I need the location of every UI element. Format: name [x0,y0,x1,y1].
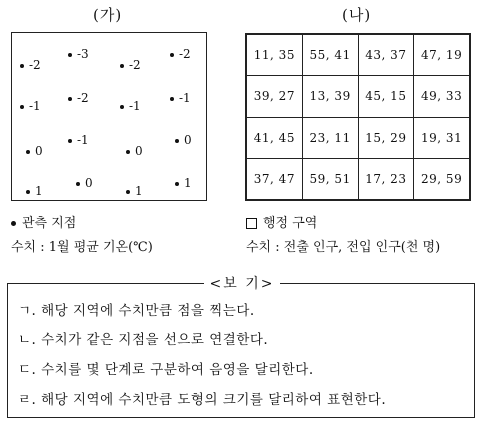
table-cell: 17, 23 [358,158,414,199]
station-point: -1 [170,91,191,105]
station-dot-icon [68,97,72,101]
table-cell: 59, 51 [302,158,358,199]
station-dot-icon [68,53,72,57]
station-point: 0 [26,144,43,158]
caption-b: 수치 : 전출 인구, 전입 인구(천 명) [246,240,441,255]
station-dot-icon [175,182,179,186]
table-cell: 49, 33 [414,76,470,117]
district-grid [245,33,471,201]
table-cell: 11, 35 [247,35,303,76]
station-dot-icon [20,64,24,68]
table-cell: 47, 19 [414,35,470,76]
station-point: 0 [76,176,93,190]
panel-a-title: (가) [93,6,123,24]
legend-district: 행정 구역 [246,212,317,231]
table-cell: 43, 37 [358,35,414,76]
station-dot-icon [126,190,130,194]
station-point: -3 [68,47,89,61]
station-point: -2 [170,47,191,61]
station-dot-icon [120,64,124,68]
table-row [247,76,470,117]
station-point: -2 [20,58,41,72]
station-point: -1 [120,99,141,113]
table-cell: 13, 39 [302,76,358,117]
station-dot-icon [175,139,179,143]
station-dot-icon [68,139,72,143]
station-dot-icon [76,182,80,186]
table-cell: 45, 15 [358,76,414,117]
station-point: 0 [126,144,143,158]
bogi-item: ㄱ. 해당 지역에 수치만큼 점을 찍는다. [18,303,255,319]
station-dot-icon [120,105,124,109]
station-point: -2 [120,58,141,72]
table-cell: 29, 59 [414,158,470,199]
station-point: 1 [26,184,43,198]
bogi-title: <보 기> [0,273,484,293]
bogi-item: ㄴ. 수치가 같은 지점을 선으로 연결한다. [18,332,269,348]
table-row [247,117,470,158]
station-point: 1 [126,184,143,198]
table-cell: 19, 31 [414,117,470,158]
station-point: -2 [68,91,89,105]
caption-a: 수치 : 1월 평균 기온(℃) [11,240,153,255]
bogi-item: ㄷ. 수치를 몇 단계로 구분하여 음영을 달리한다. [18,362,314,378]
panel-b-title: (나) [342,6,372,24]
table-cell: 37, 47 [247,158,303,199]
station-dot-icon [26,190,30,194]
table-cell: 55, 41 [302,35,358,76]
station-dot-icon [170,53,174,57]
station-dot-icon [170,97,174,101]
table-cell: 41, 45 [247,117,303,158]
table-cell: 39, 27 [247,76,303,117]
station-dot-icon [11,221,16,226]
table-row [247,35,470,76]
station-dot-icon [20,105,24,109]
table-row [247,158,470,199]
station-point: 1 [175,176,192,190]
table-cell: 23, 11 [302,117,358,158]
station-point: -1 [20,99,41,113]
bogi-item: ㄹ. 해당 지역에 수치만큼 도형의 크기를 달리하여 표현한다. [18,392,387,408]
square-icon [246,218,257,229]
station-dot-icon [26,150,30,154]
station-dot-icon [126,150,130,154]
table-cell: 15, 29 [358,117,414,158]
station-map [11,32,207,201]
legend-station: 관측 지점 [11,212,76,231]
bogi-box [7,283,475,418]
station-point: 0 [175,133,192,147]
station-point: -1 [68,133,89,147]
